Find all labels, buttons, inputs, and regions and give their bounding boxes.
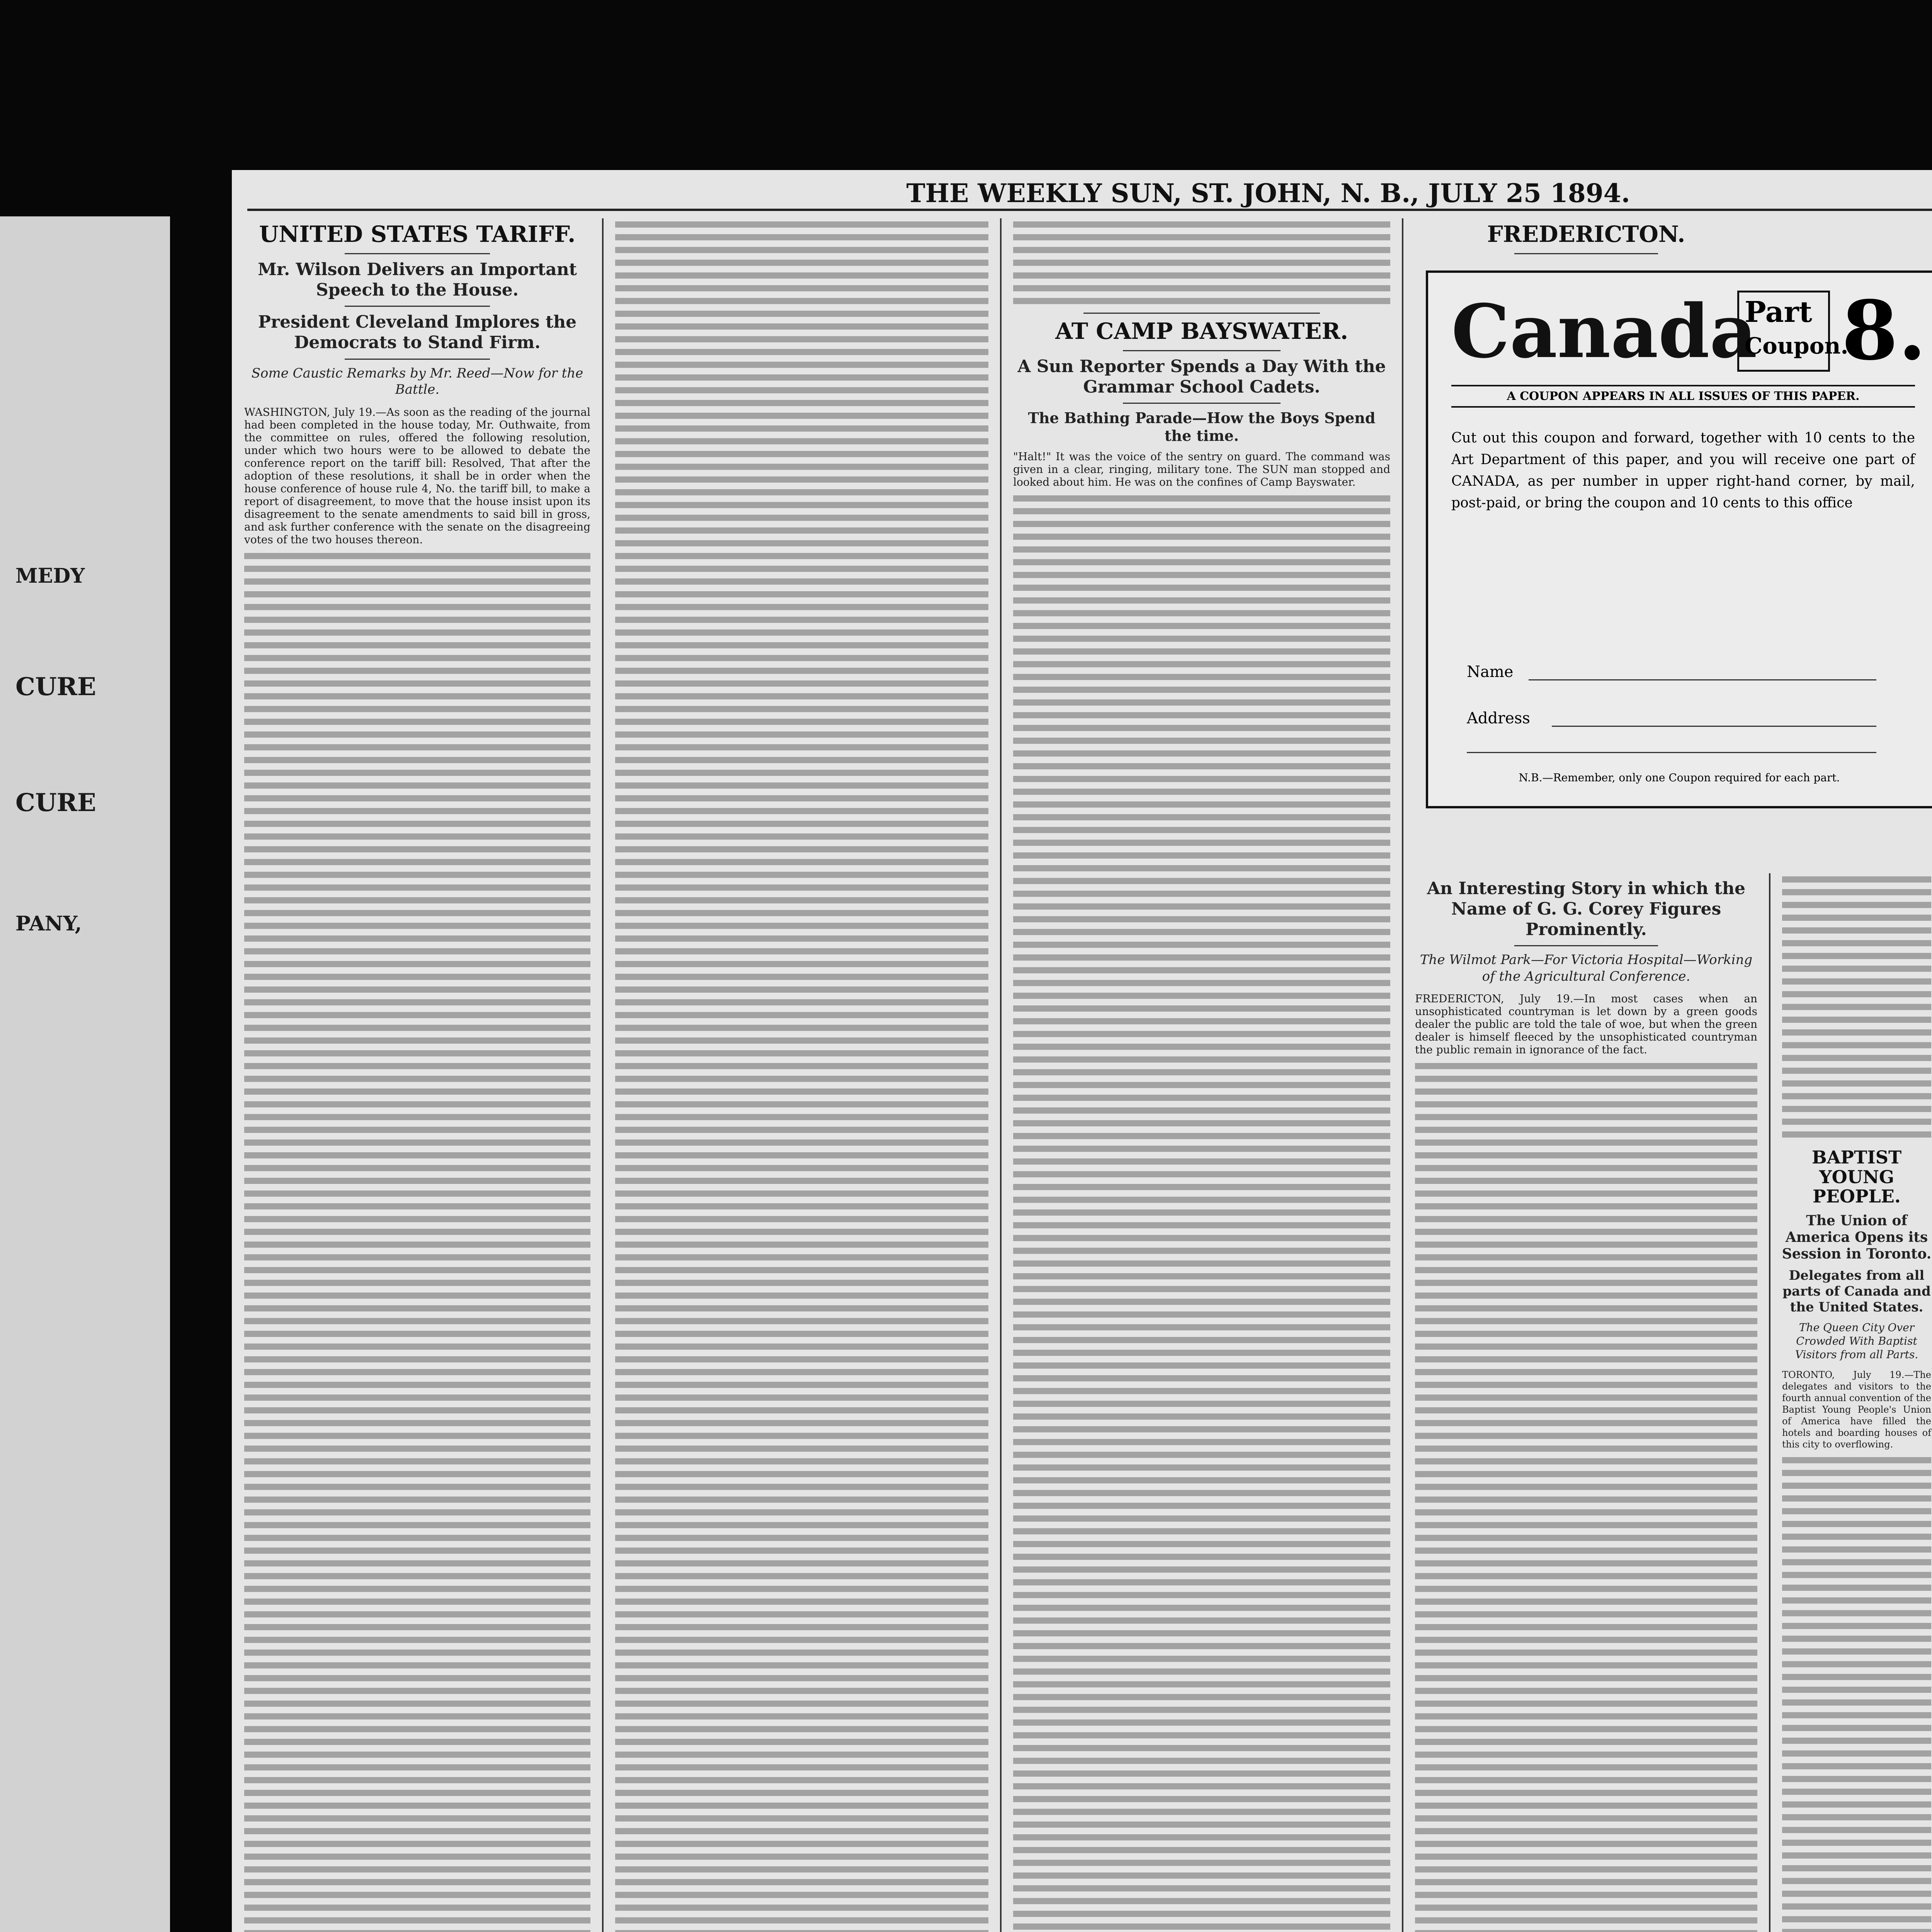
column-bayswater — [1005, 218, 1399, 1932]
tariff-deck: Some Caustic Remarks by Mr. Reed—Now for the Battle. — [251, 365, 583, 398]
coupon-name-label: Name — [1467, 663, 1514, 681]
tariff-body-text — [244, 550, 590, 1932]
coupon-address-line[interactable] — [1552, 726, 1876, 727]
baptist-headline: BAPTIST YOUNG PEOPLE. — [1811, 1147, 1902, 1207]
coupon-instructions: Cut out this coupon and forward, together with 10 cents to the Art Department of this paper, and you will receive one part of CANADA, as per number in upper right-hand corner, by mail, post-paid, or bring the coupon and 10 cents to this office — [1451, 430, 1915, 511]
fredericton-headline: FREDERICTON. — [1487, 221, 1685, 247]
fragment-word: PANY, — [15, 912, 82, 935]
bayswater-headline: AT CAMP BAYSWATER. — [1055, 318, 1348, 344]
tariff-deck: President Cleveland Implores the Democrats to Stand Firm. — [258, 312, 577, 353]
column-fredericton-body — [1406, 873, 1766, 1932]
bayswater-body-text — [1013, 492, 1390, 1932]
baptist-deck: The Queen City Over Crowded With Baptist Visitors from all Parts. — [1795, 1321, 1918, 1361]
column-tariff — [236, 218, 599, 1932]
canada-coupon — [1426, 270, 1932, 808]
tariff-deck: Mr. Wilson Delivers an Important Speech to the House. — [258, 259, 577, 300]
adjacent-page-fragment — [0, 216, 170, 1932]
fragment-word: MEDY — [15, 564, 85, 588]
fredericton-body-text — [1415, 1060, 1757, 1932]
masthead-title: THE WEEKLY SUN, ST. JOHN, N. B., JULY 25 1894. — [906, 178, 1630, 208]
baptist-body-text — [1782, 1454, 1931, 1932]
coupon-tagline: A COUPON APPEARS IN ALL ISSUES OF THIS PAPER. — [1451, 385, 1915, 408]
bayswater-lead: "Halt!" It was the voice of the sentry on guard. The command was given in a clear, ringing, military tone. The SUN man stopped and looked about him. He was on the confines of Camp Bayswater. — [1013, 450, 1390, 488]
column-baptist — [1774, 873, 1932, 1932]
baptist-deck: Delegates from all parts of Canada and the United States. — [1782, 1268, 1931, 1315]
coupon-part-number: 8. — [1842, 283, 1927, 378]
coupon-address-label: Address — [1467, 709, 1530, 727]
fredericton-lead: FREDERICTON, July 19.—In most cases when an unsophisticated countryman is let down by a green goods dealer the public are told the tale of woe, but when the green dealer is himself fleeced by the unsophisticated countryman the public remain in ignorance of the fact. — [1415, 992, 1757, 1056]
fredericton-list-text — [1782, 873, 1931, 1144]
bayswater-deck: The Bathing Parade—How the Boys Spend the time. — [1028, 409, 1376, 444]
tariff-continued-text — [615, 218, 988, 1932]
tariff-end-text — [1013, 218, 1390, 307]
fragment-word: CURE — [15, 672, 96, 701]
coupon-label: Coupon. — [1745, 333, 1849, 359]
masthead — [247, 178, 1932, 211]
fredericton-deck: An Interesting Story in which the Name of G. G. Corey Figures Prominently. — [1427, 879, 1745, 939]
coupon-part-box — [1737, 291, 1849, 372]
coupon-address-line-2[interactable] — [1467, 752, 1876, 753]
coupon-note: N.B.—Remember, only one Coupon required for each part. — [1519, 771, 1840, 784]
fragment-word: CURE — [15, 788, 96, 817]
tariff-lead: WASHINGTON, July 19.—As soon as the reading of the journal had been completed in the house today, Mr. Outhwaite, from the committee on rules, offered the following resolution, under which two hours were to be allowed to debate the conference report on the tariff bill: Resolved, That after the adoption of these resolutions, it shall be in order when the house conference of house rule 4, No. the tariff bill, to make a report of disagreement, to move that the house insist upon its disagreement to the senate amendments to said bill in gross, and ask further conference with the senate on the disagreeing votes of the two houses thereon. — [244, 405, 590, 546]
column-tariff-continued — [607, 218, 997, 1932]
newspaper-page — [232, 170, 1932, 1932]
bayswater-deck: A Sun Reporter Spends a Day With the Grammar School Cadets. — [1017, 356, 1386, 397]
baptist-deck: The Union of America Opens its Session in Toronto. — [1782, 1212, 1932, 1262]
coupon-title: Canada — [1451, 288, 1757, 374]
coupon-name-line[interactable] — [1529, 679, 1876, 680]
coupon-part-label: Part — [1745, 296, 1812, 329]
tariff-headline: UNITED STATES TARIFF. — [259, 221, 576, 247]
baptist-lead: TORONTO, July 19.—The delegates and visitors to the fourth annual convention of the Baptist Young People's Union of America have filled the hotels and boarding houses of this city to overflowing. — [1782, 1369, 1931, 1450]
fredericton-deck: The Wilmot Park—For Victoria Hospital—Working of the Agricultural Conference. — [1420, 952, 1753, 984]
